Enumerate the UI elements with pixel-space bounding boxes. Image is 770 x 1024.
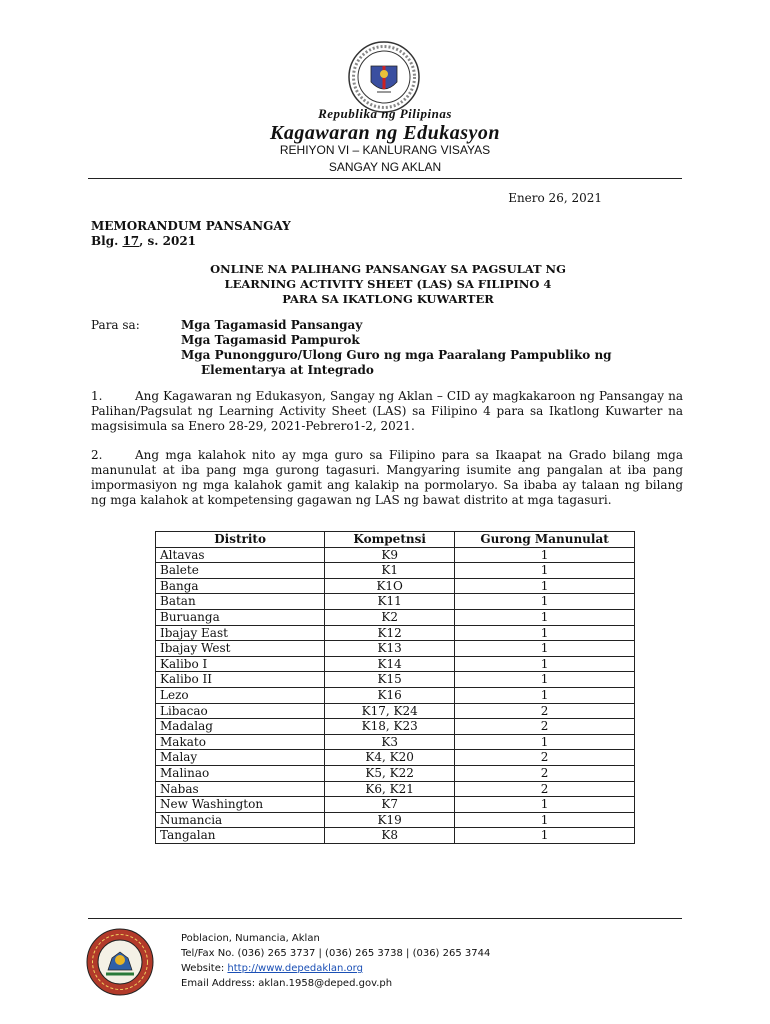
cell-gurong-manunulat: 1 [455, 687, 635, 703]
table-row [156, 828, 635, 844]
district-table [155, 531, 635, 844]
table-row [156, 594, 635, 610]
column-header-kompetensi: Kompetnsi [325, 532, 455, 548]
cell-gurong-manunulat: 1 [455, 641, 635, 657]
cell-gurong-manunulat: 1 [455, 797, 635, 813]
table-row [156, 578, 635, 594]
cell-gurong-manunulat: 2 [455, 781, 635, 797]
cell-kompetensi: K4, K20 [325, 750, 455, 766]
cell-gurong-manunulat: 2 [455, 765, 635, 781]
table-row [156, 812, 635, 828]
footer-divider [88, 918, 682, 919]
republic-heading: Republika ng Pilipinas [318, 106, 452, 121]
table-row [156, 765, 635, 781]
cell-distrito: Ibajay West [156, 641, 325, 657]
column-header-distrito: Distrito [156, 532, 325, 548]
paragraph-2 [91, 448, 683, 508]
cell-distrito: Malay [156, 750, 325, 766]
table-row [156, 797, 635, 813]
cell-distrito: Tangalan [156, 828, 325, 844]
cell-kompetensi: K17, K24 [325, 703, 455, 719]
division-of-aklan-seal-icon [86, 928, 154, 996]
cell-kompetensi: K11 [325, 594, 455, 610]
cell-gurong-manunulat: 1 [455, 812, 635, 828]
cell-gurong-manunulat: 1 [455, 625, 635, 641]
paragraph-text: Ang Kagawaran ng Edukasyon, Sangay ng Aklan – CID ay magkakaroon ng Pansangay na Palihan/Pagsulat ng Learning Activity Sheet (LAS) sa Filipino 4 para sa Ikatlong Kuwarter na magsisimula sa Enero 28-29, 2021-Pebrero1-2, 2021. [91, 389, 683, 433]
memo-number-value: 17 [122, 234, 140, 248]
cell-distrito: Balete [156, 563, 325, 579]
footer-contact [181, 931, 490, 991]
cell-distrito: Banga [156, 578, 325, 594]
table-row [156, 672, 635, 688]
paragraph-number: 2. [91, 448, 103, 462]
paragraph-text: Ang mga kalahok nito ay mga guro sa Filipino para sa Ikaapat na Grado bilang mga manunulat at iba pang mga gurong tagasuri. Mangyaring isumite ang pangalan at iba pang impormasiyon ng mga kalahok gamit ang kalakip na pormolaryo. Sa ibaba ay talaan ng bilang ng mga kalahok at kompetensing gagawan ng LAS ng bawat distrito at mga tagasuri. [91, 448, 683, 507]
column-header-gurong-manunulat: Gurong Manunulat [455, 532, 635, 548]
table-row [156, 641, 635, 657]
footer-email: Email Address: aklan.1958@deped.gov.ph [181, 978, 393, 989]
cell-distrito: Lezo [156, 687, 325, 703]
cell-kompetensi: K1O [325, 578, 455, 594]
table-row [156, 750, 635, 766]
cell-distrito: Kalibo II [156, 672, 325, 688]
cell-kompetensi: K9 [325, 547, 455, 563]
cell-distrito: Buruanga [156, 609, 325, 625]
paragraph-1 [91, 389, 683, 434]
cell-kompetensi: K18, K23 [325, 719, 455, 735]
cell-gurong-manunulat: 1 [455, 828, 635, 844]
subject-line: ONLINE NA PALIHANG PANSANGAY SA PAGSULAT NG [210, 262, 566, 276]
memo-title: MEMORANDUM PANSANGAY [91, 219, 291, 233]
footer-address: Poblacion, Numancia, Aklan [181, 933, 320, 944]
cell-distrito: New Washington [156, 797, 325, 813]
cell-distrito: Ibajay East [156, 625, 325, 641]
cell-gurong-manunulat: 1 [455, 563, 635, 579]
cell-gurong-manunulat: 1 [455, 672, 635, 688]
region-heading: REHIYON VI – KANLURANG VISAYAS [279, 143, 491, 157]
recipient-item: Mga Tagamasid Pampurok [181, 333, 360, 347]
cell-kompetensi: K2 [325, 609, 455, 625]
division-heading: SANGAY NG AKLAN [328, 160, 442, 174]
memo-subject [91, 262, 685, 307]
cell-kompetensi: K13 [325, 641, 455, 657]
table-row [156, 656, 635, 672]
table-row [156, 703, 635, 719]
cell-kompetensi: K19 [325, 812, 455, 828]
table-row [156, 781, 635, 797]
cell-gurong-manunulat: 1 [455, 656, 635, 672]
recipients-label: Para sa: [91, 318, 140, 332]
cell-distrito: Madalag [156, 719, 325, 735]
memo-number-suffix: , s. 2021 [139, 234, 197, 248]
cell-gurong-manunulat: 2 [455, 703, 635, 719]
footer-website-label: Website: [181, 963, 228, 974]
table-row [156, 734, 635, 750]
cell-kompetensi: K15 [325, 672, 455, 688]
footer-website [181, 961, 490, 976]
paragraph-number: 1. [91, 389, 103, 403]
cell-distrito: Nabas [156, 781, 325, 797]
cell-kompetensi: K5, K22 [325, 765, 455, 781]
cell-gurong-manunulat: 1 [455, 547, 635, 563]
cell-kompetensi: K8 [325, 828, 455, 844]
recipient-item: Mga Punongguro/Ulong Guro ng mga Paaralang Pampubliko ng [181, 348, 612, 362]
cell-distrito: Makato [156, 734, 325, 750]
cell-gurong-manunulat: 1 [455, 734, 635, 750]
recipients-list [181, 318, 651, 378]
memo-number [91, 234, 196, 248]
cell-gurong-manunulat: 2 [455, 719, 635, 735]
table-row [156, 563, 635, 579]
table-body [156, 547, 635, 843]
cell-kompetensi: K16 [325, 687, 455, 703]
table-row [156, 719, 635, 735]
recipient-item: Mga Tagamasid Pansangay [181, 318, 363, 332]
cell-kompetensi: K3 [325, 734, 455, 750]
website-link[interactable]: http://www.depedaklan.org [227, 963, 363, 974]
memo-date: Enero 26, 2021 [508, 191, 602, 205]
header-divider [88, 178, 682, 179]
cell-distrito: Altavas [156, 547, 325, 563]
table-header-row [156, 532, 635, 548]
cell-distrito: Batan [156, 594, 325, 610]
cell-distrito: Malinao [156, 765, 325, 781]
cell-gurong-manunulat: 1 [455, 594, 635, 610]
cell-kompetensi: K12 [325, 625, 455, 641]
table-row [156, 609, 635, 625]
table-row [156, 687, 635, 703]
cell-kompetensi: K14 [325, 656, 455, 672]
footer-telfax: Tel/Fax No. (036) 265 3737 | (036) 265 3738 | (036) 265 3744 [181, 948, 491, 959]
cell-kompetensi: K6, K21 [325, 781, 455, 797]
cell-distrito: Numancia [156, 812, 325, 828]
deped-seal-icon [347, 40, 421, 114]
cell-kompetensi: K7 [325, 797, 455, 813]
department-heading: Kagawaran ng Edukasyon [270, 122, 500, 144]
subject-line: LEARNING ACTIVITY SHEET (LAS) SA FILIPINO 4 [224, 277, 552, 291]
subject-line: PARA SA IKATLONG KUWARTER [282, 292, 494, 306]
recipient-item: Elementarya at Integrado [201, 363, 374, 377]
cell-gurong-manunulat: 1 [455, 578, 635, 594]
cell-distrito: Libacao [156, 703, 325, 719]
table-row [156, 625, 635, 641]
cell-distrito: Kalibo I [156, 656, 325, 672]
cell-kompetensi: K1 [325, 563, 455, 579]
memo-number-prefix: Blg. [91, 234, 123, 248]
cell-gurong-manunulat: 2 [455, 750, 635, 766]
table-row [156, 547, 635, 563]
cell-gurong-manunulat: 1 [455, 609, 635, 625]
